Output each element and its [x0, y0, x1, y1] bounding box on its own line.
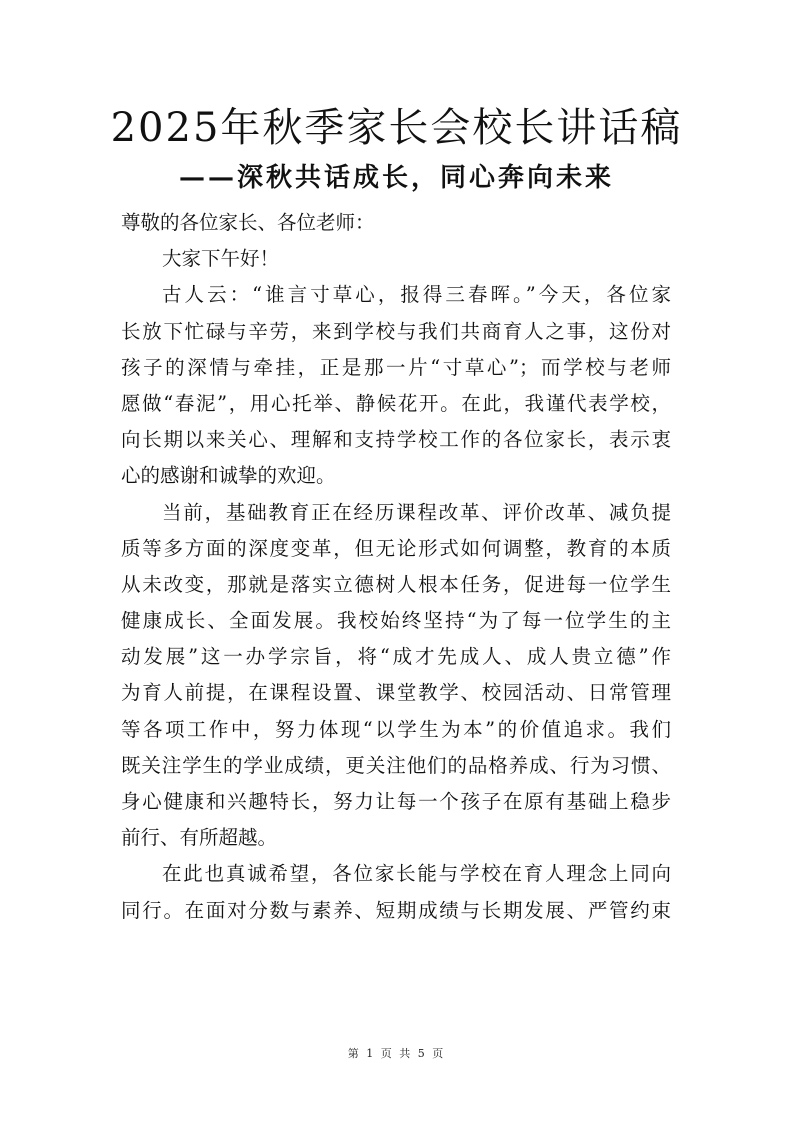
text-line: 健康成长、全面发展。我校始终坚持“为了每一位学生的主	[121, 609, 671, 633]
document-title: 2025年秋季家长会校长讲话稿	[110, 105, 683, 151]
text-line: 既关注学生的学业成绩，更关注他们的品格养成、行为习惯、	[121, 753, 671, 777]
text-line: 质等多方面的深度变革，但无论形式如何调整，教育的本质	[121, 536, 671, 560]
text-line: 同行。在面对分数与素养、短期成绩与长期发展、严管约束	[121, 898, 671, 922]
text-line: 愿做“春泥”，用心托举、静候花开。在此，我谨代表学校，	[121, 391, 671, 415]
text-line: 在此也真诚希望，各位家长能与学校在育人理念上同向	[162, 862, 671, 886]
text-line: 从未改变，那就是落实立德树人根本任务，促进每一位学生	[121, 572, 671, 596]
text-line: 向长期以来关心、理解和支持学校工作的各位家长，表示衷	[121, 428, 671, 452]
document-subtitle: ——深秋共话成长，同心奔向未来	[178, 163, 614, 193]
text-line: 大家下午好！	[162, 247, 280, 271]
text-line: 为育人前提，在课程设置、课堂教学、校园活动、日常管理	[121, 681, 671, 705]
text-line: 动发展”这一办学宗旨，将“成才先成人、成人贵立德”作	[121, 645, 671, 669]
text-line: 心的感谢和诚挚的欢迎。	[121, 464, 336, 488]
text-line: 前行、有所超越。	[121, 826, 278, 850]
document-body	[121, 205, 671, 929]
text-line: 孩子的深情与牵挂，正是那一片“寸草心”；而学校与老师	[121, 355, 671, 379]
text-line: 古人云：“谁言寸草心，报得三春晖。”今天，各位家	[162, 283, 671, 307]
text-line: 身心健康和兴趣特长，努力让每一个孩子在原有基础上稳步	[121, 790, 671, 813]
text-line: 等各项工作中，努力体现“以学生为本”的价值追求。我们	[121, 717, 671, 741]
text-line: 长放下忙碌与辛劳，来到学校与我们共商育人之事，这份对	[121, 319, 671, 343]
text-line: 尊敬的各位家长、各位老师：	[121, 211, 375, 234]
text-line: 当前，基础教育正在经历课程改革、评价改革、减负提	[162, 500, 671, 524]
page-footer: 第 1 页 共 5 页	[347, 1047, 446, 1060]
